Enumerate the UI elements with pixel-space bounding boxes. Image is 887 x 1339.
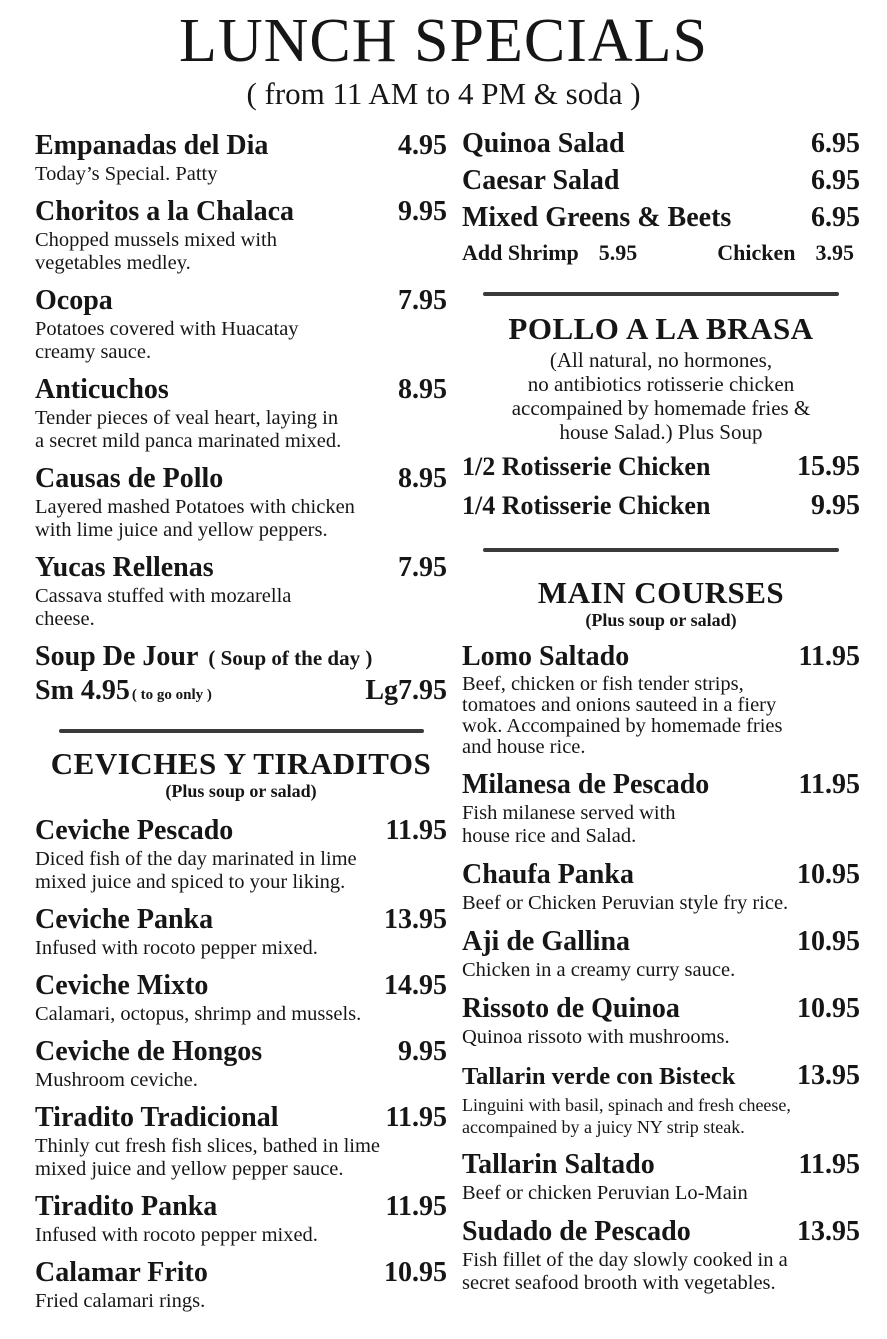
divider <box>483 292 839 296</box>
item-description: Infused with rocoto pepper mixed. <box>35 1224 318 1246</box>
item-description: Linguini with basil, spinach and fresh cheese, accompained by a juicy NY strip steak. <box>462 1095 791 1137</box>
item-price: 10.95 <box>384 1257 447 1288</box>
item-name: Caesar Salad <box>462 165 620 196</box>
menu-item <box>35 904 447 960</box>
item-price: 10.95 <box>797 859 860 890</box>
item-price: 8.95 <box>398 463 447 494</box>
item-description: Diced fish of the day marinated in lime mixed juice and spiced to your liking. <box>35 848 357 893</box>
item-name: Milanesa de Pescado <box>462 769 710 800</box>
item-price: 7.95 <box>398 285 447 316</box>
item-description: Cassava stuffed with mozarella cheese. <box>35 585 292 630</box>
menu-item <box>462 165 860 197</box>
item-name: Ocopa <box>35 285 113 316</box>
item-name: Quinoa Salad <box>462 128 625 159</box>
item-name: Calamar Frito <box>35 1257 208 1288</box>
menu-item <box>462 1149 860 1205</box>
item-description: Beef, chicken or fish tender strips, tomatoes and onions sauteed in a fiery wok. Accompained by homemade fries and house rice. <box>462 673 783 758</box>
item-name: Tallarin verde con Bisteck <box>462 1063 736 1090</box>
menu-item <box>462 202 860 234</box>
item-name: Soup De Jour <box>35 641 199 672</box>
item-description: Calamari, octopus, shrimp and mussels. <box>35 1003 362 1025</box>
addon-price: 5.95 <box>598 240 638 265</box>
menu-item <box>462 128 860 160</box>
item-price: 11.95 <box>798 641 860 672</box>
menu-item <box>35 130 447 186</box>
item-price: 13.95 <box>797 1216 860 1247</box>
item-name: Ceviche de Hongos <box>35 1036 263 1067</box>
item-name: Empanadas del Dia <box>35 130 269 161</box>
item-description: Chopped mussels mixed with vegetables medley. <box>35 229 278 274</box>
menu-item <box>462 1060 860 1138</box>
menu-item <box>35 1036 447 1092</box>
item-description: Mushroom ceviche. <box>35 1069 198 1091</box>
menu-item <box>35 374 447 453</box>
item-price: 6.95 <box>811 202 860 233</box>
item-description: Potatoes covered with Huacatay creamy sauce. <box>35 318 299 363</box>
section-heading-ceviches: CEVICHES Y TIRADITOS <box>50 746 432 781</box>
item-description: Thinly cut fresh fish slices, bathed in lime mixed juice and yellow pepper sauce. <box>35 1135 381 1180</box>
menu-title: LUNCH SPECIALS <box>178 7 708 75</box>
menu-item <box>35 1257 447 1313</box>
section-subheading: (Plus soup or salad) <box>165 781 317 801</box>
item-name: Tiradito Tradicional <box>35 1102 279 1133</box>
section-heading-pollo: POLLO A LA BRASA <box>508 311 814 346</box>
menu-item <box>35 285 447 364</box>
addon-price: 3.95 <box>815 240 854 265</box>
soup-du-jour-item <box>35 641 447 707</box>
menu-item <box>35 1191 447 1247</box>
item-price: 6.95 <box>811 165 860 196</box>
item-price: 13.95 <box>384 904 447 935</box>
soup-small-price: Sm 4.95 <box>35 675 130 706</box>
item-price: 11.95 <box>798 1149 860 1180</box>
item-price: 14.95 <box>384 970 447 1001</box>
item-name: Tiradito Panka <box>35 1191 218 1222</box>
item-price: 11.95 <box>798 769 860 800</box>
item-description: Tender pieces of veal heart, laying in a secret mild panca marinated mixed. <box>35 407 342 452</box>
menu-item <box>462 641 860 758</box>
main-courses-list <box>462 641 860 1295</box>
item-name: Choritos a la Chalaca <box>35 196 294 227</box>
menu-item <box>35 463 447 542</box>
item-description: Fish milanese served with house rice and Salad. <box>462 802 676 847</box>
item-description: Layered mashed Potatoes with chicken with lime juice and yellow peppers. <box>35 496 355 541</box>
item-price: 15.95 <box>797 451 860 482</box>
item-name: Mixed Greens & Beets <box>462 202 732 233</box>
right-column <box>462 128 860 1295</box>
item-name: Lomo Saltado <box>462 641 630 672</box>
item-name: Aji de Gallina <box>462 926 631 957</box>
item-price: 7.95 <box>398 552 447 583</box>
item-price: 11.95 <box>385 1102 447 1133</box>
item-name: Sudado de Pescado <box>462 1216 691 1247</box>
item-price: 10.95 <box>797 993 860 1024</box>
item-description: Chicken in a creamy curry sauce. <box>462 959 736 981</box>
menu-item <box>35 196 447 275</box>
menu-subtitle: ( from 11 AM to 4 PM & soda ) <box>246 76 641 111</box>
menu-item <box>462 769 860 848</box>
menu-item <box>462 451 860 483</box>
left-column <box>35 128 447 1313</box>
ceviche-list <box>35 815 447 1313</box>
item-name: 1/2 Rotisserie Chicken <box>462 452 711 481</box>
item-name: Rissoto de Quinoa <box>462 993 680 1024</box>
item-price: 10.95 <box>797 926 860 957</box>
item-description: Fish fillet of the day slowly cooked in a secret seafood brooth with vegetables. <box>462 1249 788 1294</box>
item-price: 13.95 <box>797 1060 860 1091</box>
menu-item <box>35 970 447 1026</box>
item-name: Chaufa Panka <box>462 859 634 890</box>
item-name: Tallarin Saltado <box>462 1149 655 1180</box>
salad-addons <box>462 240 860 266</box>
item-name: Ceviche Panka <box>35 904 214 935</box>
section-subheading: (Plus soup or salad) <box>585 610 737 630</box>
pollo-description: (All natural, no hormones, no antibiotics rotisserie chicken accompained by homemade fries & house Salad.) Plus Soup <box>511 348 811 444</box>
menu-item <box>462 490 860 522</box>
item-price: 6.95 <box>811 128 860 159</box>
addon-label: Add Shrimp <box>462 240 579 265</box>
item-price: 11.95 <box>385 815 447 846</box>
item-price: 9.95 <box>811 490 860 521</box>
item-name: 1/4 Rotisserie Chicken <box>462 491 711 520</box>
soup-large-price: Lg7.95 <box>365 675 447 706</box>
item-description: Quinoa rissoto with mushrooms. <box>462 1026 730 1048</box>
item-description: Beef or Chicken Peruvian style fry rice. <box>462 892 789 914</box>
menu-item <box>35 1102 447 1181</box>
item-price: 8.95 <box>398 374 447 405</box>
item-name: Yucas Rellenas <box>35 552 214 583</box>
menu-header <box>0 8 887 112</box>
menu-item <box>462 926 860 982</box>
item-description: Infused with rocoto pepper mixed. <box>35 937 318 959</box>
salad-list <box>462 128 860 234</box>
addon-label: Chicken <box>717 240 796 265</box>
item-description: Fried calamari rings. <box>35 1290 206 1312</box>
item-price: 11.95 <box>385 1191 447 1222</box>
soup-to-go-note: ( to go only ) <box>131 687 212 703</box>
item-note: ( Soup of the day ) <box>208 646 373 670</box>
menu-item <box>462 859 860 915</box>
divider <box>59 729 424 733</box>
menu-item <box>462 993 860 1049</box>
item-price: 4.95 <box>398 130 447 161</box>
section-heading-mains: MAIN COURSES <box>537 575 785 610</box>
item-name: Causas de Pollo <box>35 463 224 494</box>
item-price: 9.95 <box>398 1036 447 1067</box>
item-description: Today’s Special. Patty <box>35 163 218 185</box>
item-name: Anticuchos <box>35 374 169 405</box>
item-price: 9.95 <box>398 196 447 227</box>
divider <box>483 548 839 552</box>
item-name: Ceviche Mixto <box>35 970 209 1001</box>
item-name: Ceviche Pescado <box>35 815 234 846</box>
item-description: Beef or chicken Peruvian Lo-Main <box>462 1182 748 1204</box>
menu-item <box>35 552 447 631</box>
menu-item <box>462 1216 860 1295</box>
menu-item <box>35 815 447 894</box>
